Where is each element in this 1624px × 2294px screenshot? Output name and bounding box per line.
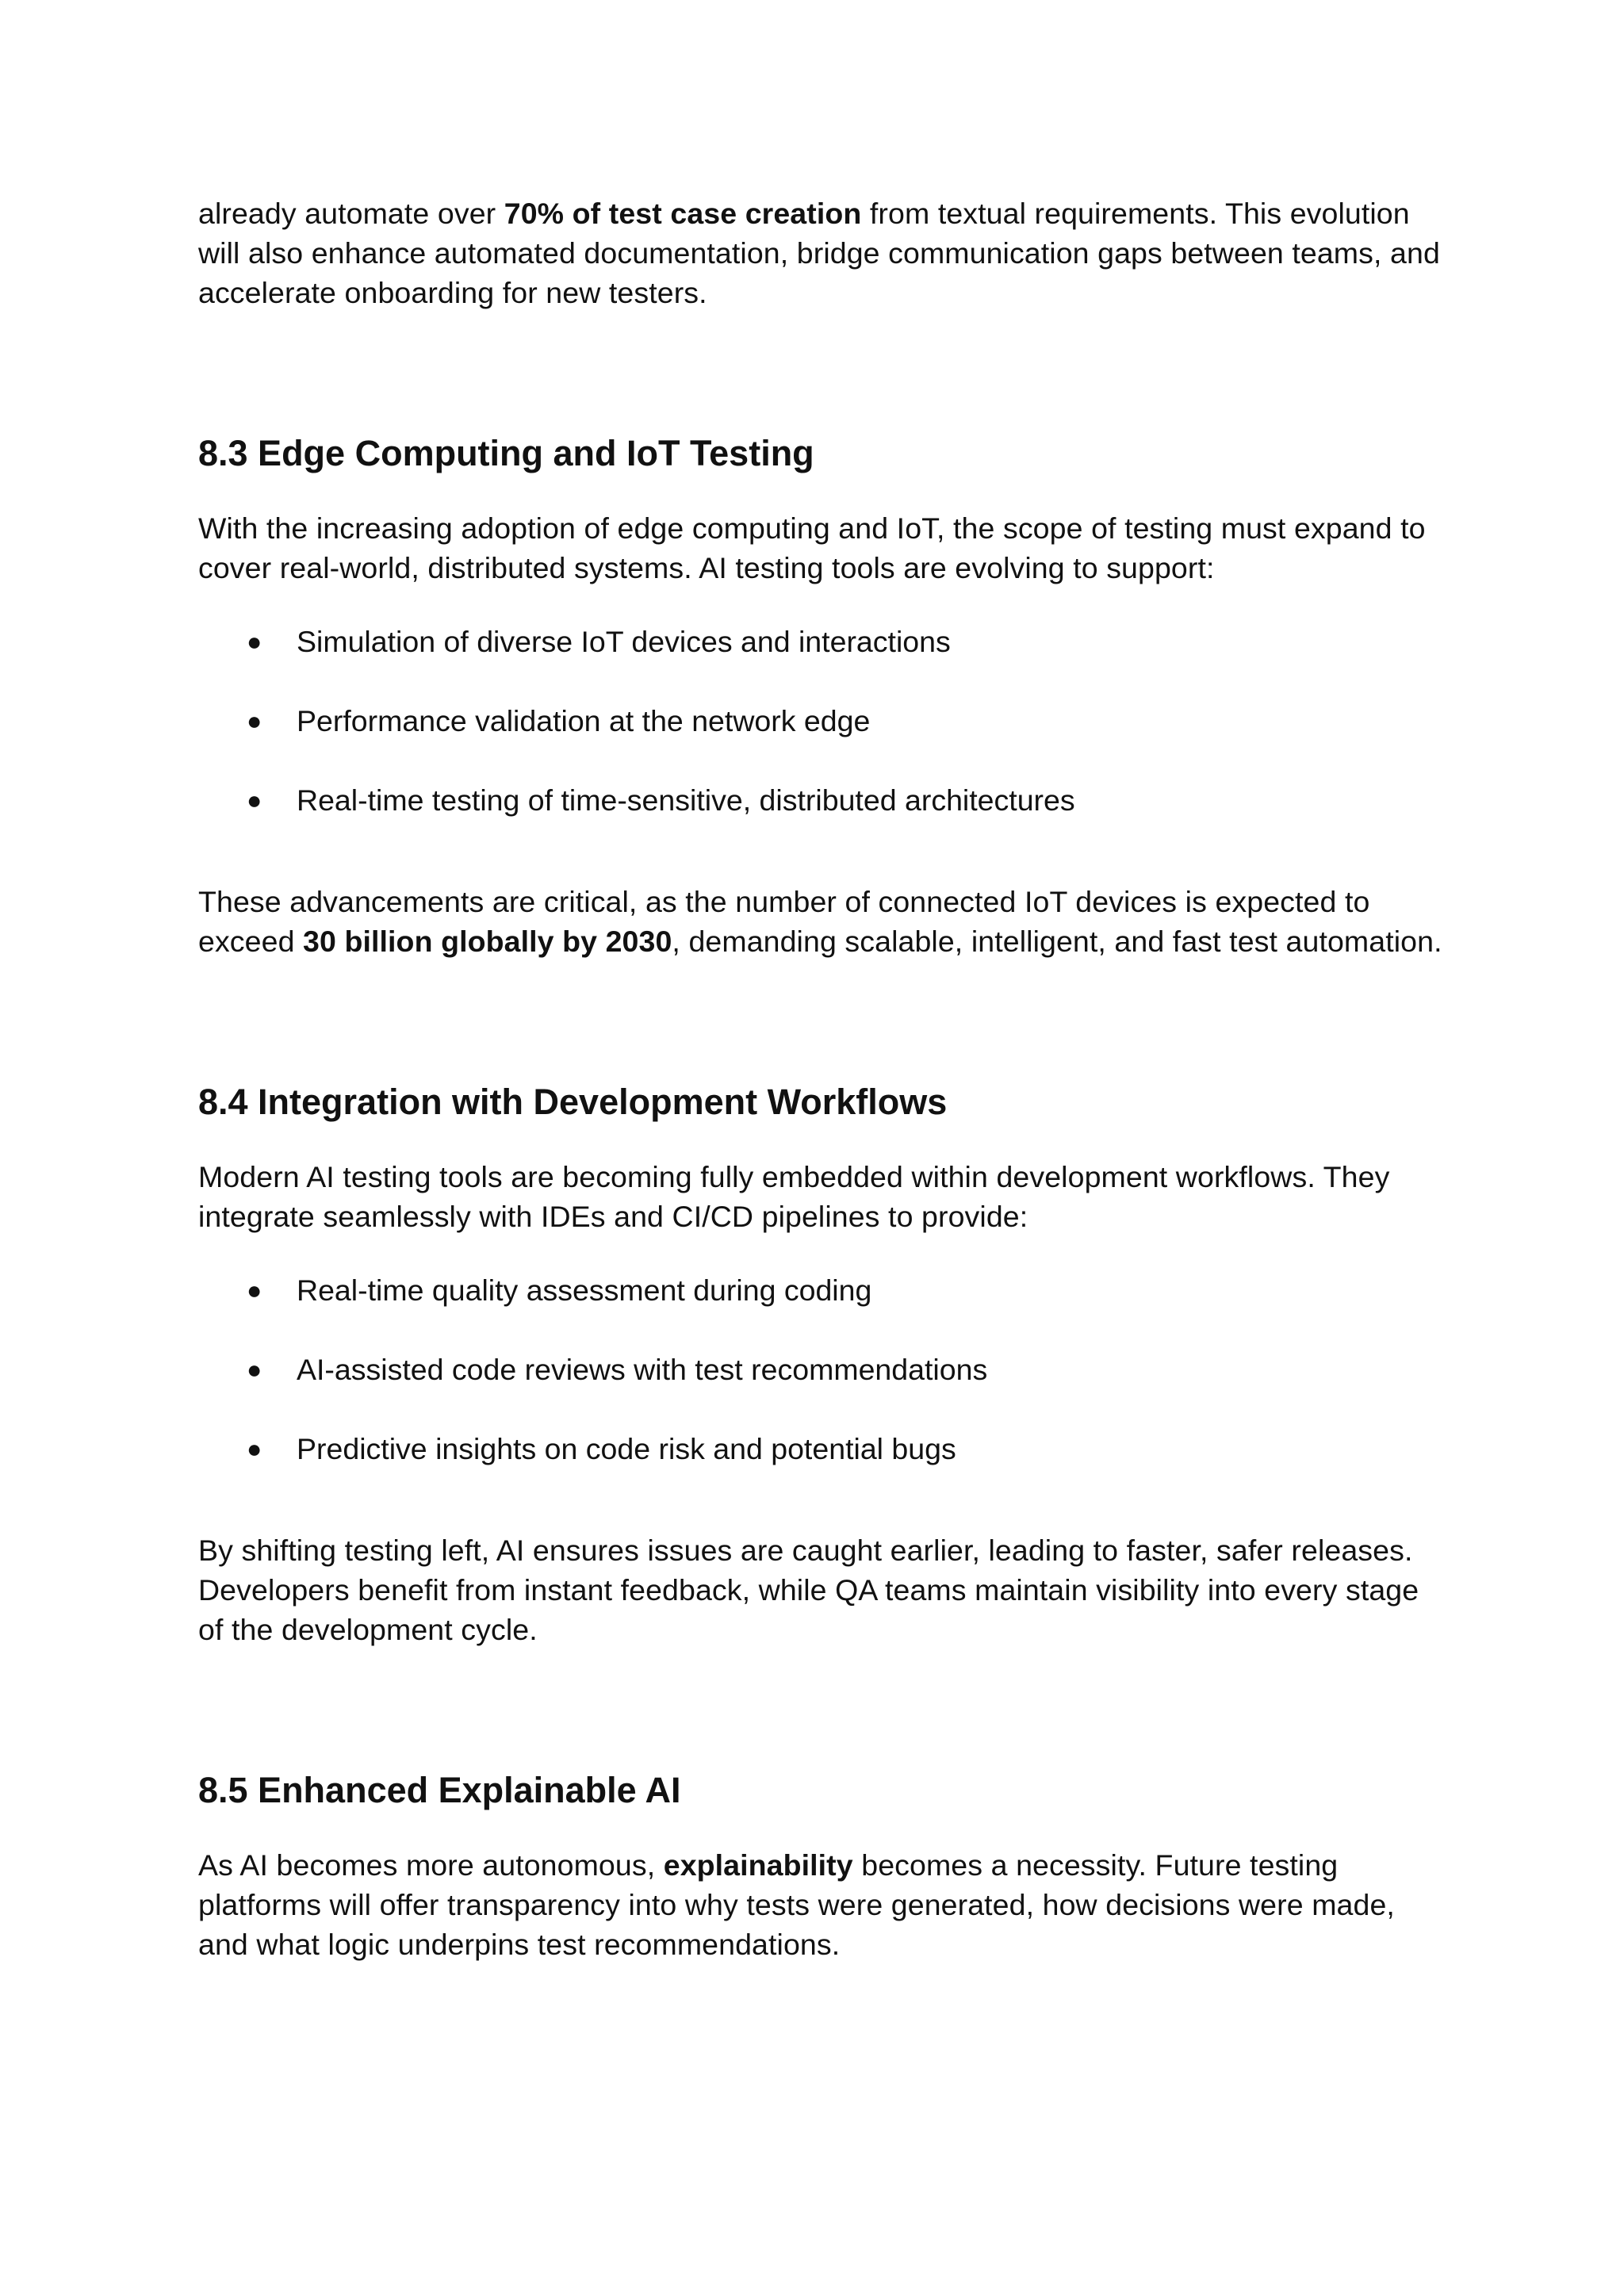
section-8-4-bullet-list	[198, 1270, 1451, 1469]
list-item	[198, 1350, 1451, 1389]
list-item	[198, 780, 1451, 820]
para-text-post: becomes a necessity. Future testing platforms will offer transparency into why tests were generated, how decisions were made, and what logic underpins test recommendations.	[198, 1848, 1395, 1961]
list-item-text: AI-assisted code reviews with test recommendations	[297, 1353, 988, 1386]
list-item-text: Predictive insights on code risk and potential bugs	[297, 1432, 956, 1465]
section-8-5-paragraph	[198, 1845, 1451, 1964]
intro-paragraph	[198, 193, 1451, 312]
closing-text-pre: These advancements are critical, as the number of connected IoT devices is expected to exceed	[198, 885, 1370, 958]
bullet-icon: ●	[247, 707, 262, 735]
section-8-4-closing-paragraph: By shifting testing left, AI ensures issues are caught earlier, leading to faster, safer releases. Developers benefit from instant feedback, while QA teams maintain visibility into every stage of the development cycle.	[198, 1534, 1419, 1646]
list-item	[198, 1270, 1451, 1310]
para-text-bold: explainability	[663, 1848, 853, 1882]
bullet-icon: ●	[247, 627, 262, 656]
list-item-text: Simulation of diverse IoT devices and interactions	[297, 625, 951, 658]
section-heading-8-5: 8.5 Enhanced Explainable AI	[198, 1770, 681, 1810]
closing-text-post: , demanding scalable, intelligent, and fast test automation.	[672, 925, 1442, 958]
list-item-text: Real-time testing of time-sensitive, distributed architectures	[297, 783, 1075, 817]
bullet-icon: ●	[247, 786, 262, 814]
list-item	[198, 701, 1451, 741]
intro-text-post: from textual requirements. This evolution will also enhance automated documentation, bridge communication gaps between teams, and accelerate onboarding for new testers.	[198, 197, 1440, 309]
bullet-icon: ●	[247, 1355, 262, 1384]
section-8-3-paragraph: With the increasing adoption of edge computing and IoT, the scope of testing must expand to cover real-world, distributed systems. AI testing tools are evolving to support:	[198, 511, 1426, 584]
list-item-text: Real-time quality assessment during coding	[297, 1273, 872, 1307]
list-item	[198, 622, 1451, 661]
section-heading-8-4: 8.4 Integration with Development Workflows	[198, 1082, 948, 1122]
bullet-icon: ●	[247, 1434, 262, 1463]
closing-text-bold: 30 billion globally by 2030	[303, 925, 672, 958]
section-heading-8-3: 8.3 Edge Computing and IoT Testing	[198, 433, 814, 473]
list-item-text: Performance validation at the network edge	[297, 704, 871, 737]
section-8-4-paragraph: Modern AI testing tools are becoming fully embedded within development workflows. They integrate seamlessly with IDEs and CI/CD pipelines to provide:	[198, 1160, 1390, 1233]
bullet-icon: ●	[247, 1276, 262, 1304]
section-8-3-bullet-list	[198, 622, 1451, 820]
intro-text-pre: already automate over	[198, 197, 504, 230]
para-text-pre: As AI becomes more autonomous,	[198, 1848, 664, 1882]
section-8-3-closing-paragraph	[198, 882, 1451, 961]
document-page	[198, 193, 1451, 1964]
list-item	[198, 1429, 1451, 1469]
intro-text-bold: 70% of test case creation	[504, 197, 862, 230]
